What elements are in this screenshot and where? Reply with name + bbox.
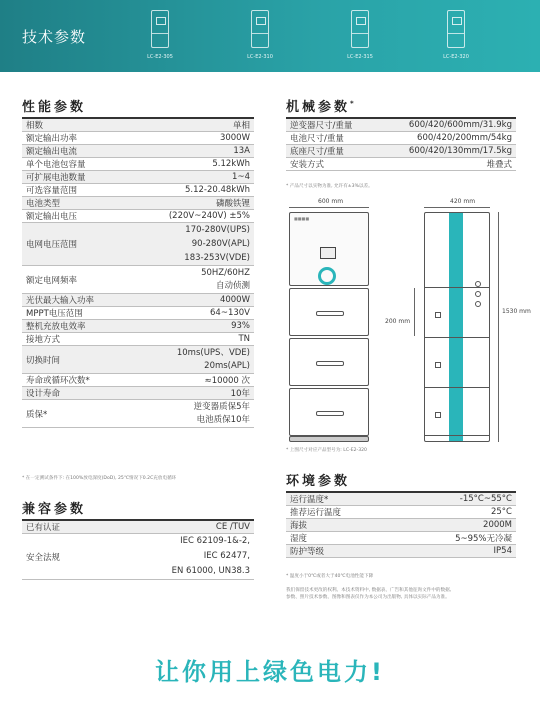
port-icon: [475, 301, 481, 307]
performance-table: [22, 117, 254, 428]
table-row: 单个电池包容量 5.12kWh: [22, 158, 254, 171]
height-dim-label: 1530 mm: [502, 308, 531, 315]
compat-title: 兼容参数: [22, 502, 87, 517]
inverter-icon: [251, 10, 269, 48]
table-row: 底座尺寸/重量 600/420/130mm/17.5kg: [286, 145, 516, 158]
performance-title: 性能参数: [22, 100, 87, 115]
width-dim-line: [289, 207, 369, 208]
base: [289, 436, 369, 442]
table-row: 推荐运行温度 25°C: [286, 506, 516, 519]
display-icon: [320, 247, 336, 259]
slogan: 让你用上绿色电力!: [155, 658, 385, 686]
environment-table: [286, 491, 516, 558]
latch-icon: [435, 312, 441, 318]
mechanical-table: [286, 117, 516, 171]
disclaimer-line-2: 参数、照片技术参数、图像和图表仅作为本公司为出版物, 具体以实际产品为准。: [286, 595, 450, 600]
model-thumb-2: LC-E2-310: [230, 10, 290, 70]
table-row: 额定输出功率 3000W: [22, 132, 254, 145]
inverter-front: [289, 212, 369, 286]
model-note: * 上图尺寸对应产品型号为: LC-E2-320: [286, 448, 367, 453]
side-accent-strip: [449, 213, 463, 441]
handle-icon: [316, 361, 344, 366]
table-row: 逆变器尺寸/重量 600/420/600mm/31.9kg: [286, 118, 516, 132]
table-row: 海拔 2000M: [286, 519, 516, 532]
table-row: 质保* 逆变器质保5年 电池质保10年: [22, 400, 254, 428]
battery-module-1: [289, 288, 369, 336]
battery-dim-line: [414, 288, 415, 336]
page-title: 技术参数: [22, 28, 87, 46]
table-row: MPPT电压范围 64~130V: [22, 307, 254, 320]
model-thumb-4: LC-E2-320: [426, 10, 486, 70]
environment-title: 环境参数: [286, 474, 351, 489]
header-banner: [0, 0, 540, 72]
table-row: 防护等级 IP54: [286, 545, 516, 558]
table-row: 设计寿命 10年: [22, 387, 254, 400]
model-thumb-3: LC-E2-315: [330, 10, 390, 70]
side-view: [424, 212, 490, 442]
height-dim-line: [498, 212, 499, 442]
table-row: 额定输出电流 13A: [22, 145, 254, 158]
table-row: 整机充放电效率 93%: [22, 320, 254, 333]
inverter-icon: [447, 10, 465, 48]
handle-icon: [316, 411, 344, 416]
model-thumb-1: LC-E2-305: [130, 10, 190, 70]
table-row: 运行温度* -15°C~55°C: [286, 492, 516, 506]
depth-dim-line: [424, 207, 490, 208]
table-row: 可扩展电池数量 1~4: [22, 171, 254, 184]
performance-note: * 在一定测试条件下: 在100%放电深度(DoD), 25℃情况下0.2C充放电循环: [22, 476, 177, 481]
mechanical-title: 机械参数*: [286, 99, 357, 115]
brand-logo: ■■■■: [294, 216, 310, 221]
width-dim-label: 600 mm: [318, 198, 344, 205]
inverter-icon: [351, 10, 369, 48]
table-row: 额定输出电压 (220V~240V) ±5%: [22, 210, 254, 223]
battery-dim-label: 200 mm: [385, 318, 411, 325]
table-row: 电网电压范围 170-280V(UPS) 90-280V(APL) 183-253V(VDE): [22, 223, 254, 266]
table-row: 已有认证 CE /TUV: [22, 520, 254, 534]
depth-dim-label: 420 mm: [450, 198, 476, 205]
table-row: 相数 单相: [22, 118, 254, 132]
mechanical-note: * 产品尺寸以实物为准, 允许有±3%以差。: [286, 184, 373, 189]
inverter-icon: [151, 10, 169, 48]
table-row: 可选容量范围 5.12-20.48kWh: [22, 184, 254, 197]
compat-table: [22, 519, 254, 580]
table-row: 接地方式 TN: [22, 333, 254, 346]
latch-icon: [435, 412, 441, 418]
table-row: 切换时间 10ms(UPS、VDE) 20ms(APL): [22, 346, 254, 374]
table-row: 光伏最大输入功率 4000W: [22, 294, 254, 307]
disclaimer-line-1: 我们保留技术更改的权利。本技术资料中, 数据表、广告和其他征询文件中的数据,: [286, 588, 452, 593]
table-row: 湿度 5~95%无冷凝: [286, 532, 516, 545]
table-row: 寿命或循环次数* ≈10000 次: [22, 374, 254, 387]
power-ring-icon: [318, 267, 336, 285]
table-row: 电池类型 磷酸铁锂: [22, 197, 254, 210]
battery-module-2: [289, 338, 369, 386]
battery-module-3: [289, 388, 369, 436]
handle-icon: [316, 311, 344, 316]
table-row: 额定电网频率 50HZ/60HZ 自动侦测: [22, 266, 254, 294]
table-row: 安装方式 堆叠式: [286, 158, 516, 171]
port-icon: [475, 291, 481, 297]
environment-note: * 温度小于0℃或者大于40℃电池性能下降: [286, 574, 374, 579]
table-row: 电池尺寸/重量 600/420/200mm/54kg: [286, 132, 516, 145]
latch-icon: [435, 362, 441, 368]
table-row: 安全法规 IEC 62109-1&-2, IEC 62477, EN 61000, UN38.3: [22, 534, 254, 580]
